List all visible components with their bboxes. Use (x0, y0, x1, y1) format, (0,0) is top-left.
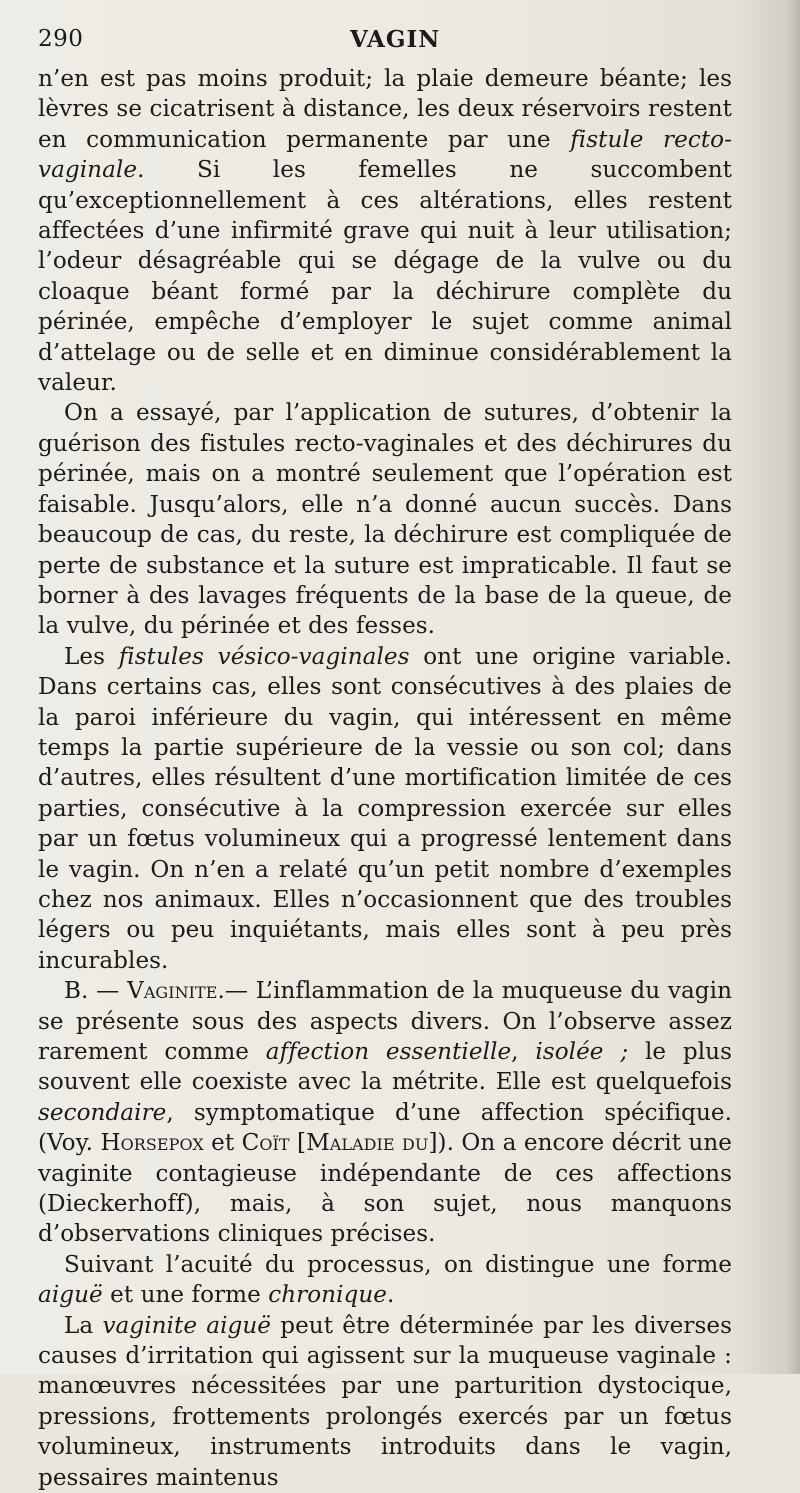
page-edge-shadow (786, 0, 800, 1374)
text-segment: et (203, 1130, 242, 1157)
italic-text: chronique (268, 1282, 388, 1309)
paragraph (38, 976, 732, 1250)
body-text (38, 64, 732, 1493)
paragraph (38, 642, 732, 976)
italic-text: vaginite aiguë (102, 1312, 272, 1339)
text-segment: B. — (64, 978, 128, 1005)
text-segment: ont une origine variable. Dans certains cas, elles sont consécutives à des plaies de la paroi inférieure du vagin, qui intéressent en même temps la partie supérieure de la vessie ou son col; dans d’autres, elles résultent d’une mortification limitée de ces parties, consécutive à la compression exercée sur elles par un fœtus volumineux qui a progressé lentement dans le vagin. On n’en a relaté qu’un petit nombre d’exemples chez nos animaux. Elles n’occasionnent que des troubles légers ou peu inquiétants, mais elles sont à peu près incurables. (38, 643, 733, 974)
text-segment: peut être déterminée par les diverses causes d’irritation qui agissent sur la muqueuse vaginale : manœuvres nécessitées par une parturition dystocique, pressions, frottements prolongés exercés par un fœtus volumineux, instruments introduits dans le vagin, pessaires maintenus (38, 1312, 732, 1491)
text-segment: le plus souvent elle coexiste avec la métrite. Elle est quelquefois (38, 1039, 732, 1096)
page-number: 290 (38, 26, 84, 52)
text-segment: . (387, 1282, 395, 1309)
text-segment: , symptomatique d’une affection spécifique. (Voy. (38, 1099, 732, 1157)
smallcaps-text: Horsepox (100, 1130, 204, 1157)
text-segment: et une forme (102, 1282, 269, 1309)
page-header (38, 22, 762, 54)
italic-text: secondaire (38, 1099, 167, 1126)
smallcaps-text: Coït (241, 1130, 290, 1157)
italic-text: aiguë (38, 1282, 103, 1309)
text-segment: La (64, 1312, 103, 1339)
paragraph (38, 398, 732, 641)
text-segment: ]). On a encore décrit une vaginite contagieuse indépendante de ces affections (Dieckerhoff), mais, à son sujet, nous manquons d’observations cliniques précises. (38, 1130, 732, 1248)
paragraph (38, 64, 732, 398)
italic-text: isolée ; (535, 1039, 629, 1065)
text-segment: On a essayé, par l’application de sutures, d’obtenir la guérison des fistules recto-vaginales et des déchirures du périnée, mais on a montré seulement que l’opération est faisable. Jusqu’alors, elle n’a donné aucun succès. Dans beaucoup de cas, du reste, la déchirure est compliquée de perte de substance et la suture est impraticable. Il faut se borner à des lavages fréquents de la base de la queue, de la vulve, du périnée et des fesses. (38, 400, 732, 640)
running-title: VAGIN (350, 26, 441, 53)
text-segment: .— L’inflammation de la muqueuse du vagin se présente sous des aspects divers. On l’observe assez rarement comme (38, 978, 732, 1065)
italic-text: fistules vésico-vaginales (118, 643, 410, 670)
italic-text: fistule recto-vaginale (38, 126, 732, 184)
text-segment: , (511, 1039, 536, 1065)
smallcaps-text: Maladie du (306, 1130, 429, 1157)
text-segment: n’en est pas moins produit; la plaie demeure béante; les lèvres se cicatrisent à distance, les deux réservoirs restent en communication permanente par une (38, 66, 732, 153)
text-segment: Suivant l’acuité du processus, on distingue une forme (64, 1251, 732, 1278)
smallcaps-text: Vaginite (127, 978, 218, 1005)
italic-text: affection essentielle (265, 1039, 512, 1065)
text-segment: . Si les femelles ne succombent qu’exceptionnellement à ces altérations, elles restent affectées d’une infirmité grave qui nuit à leur utilisation; l’odeur désagréable qui se dégage de la vulve ou du cloaque béant formé par la déchirure complète du périnée, empêche d’employer le sujet comme animal d’attelage ou de selle et en diminue considérablement la valeur. (38, 157, 732, 397)
text-segment: [ (289, 1130, 307, 1157)
text-segment: Les (64, 643, 119, 670)
paragraph (38, 1250, 732, 1311)
paragraph (38, 1311, 732, 1493)
